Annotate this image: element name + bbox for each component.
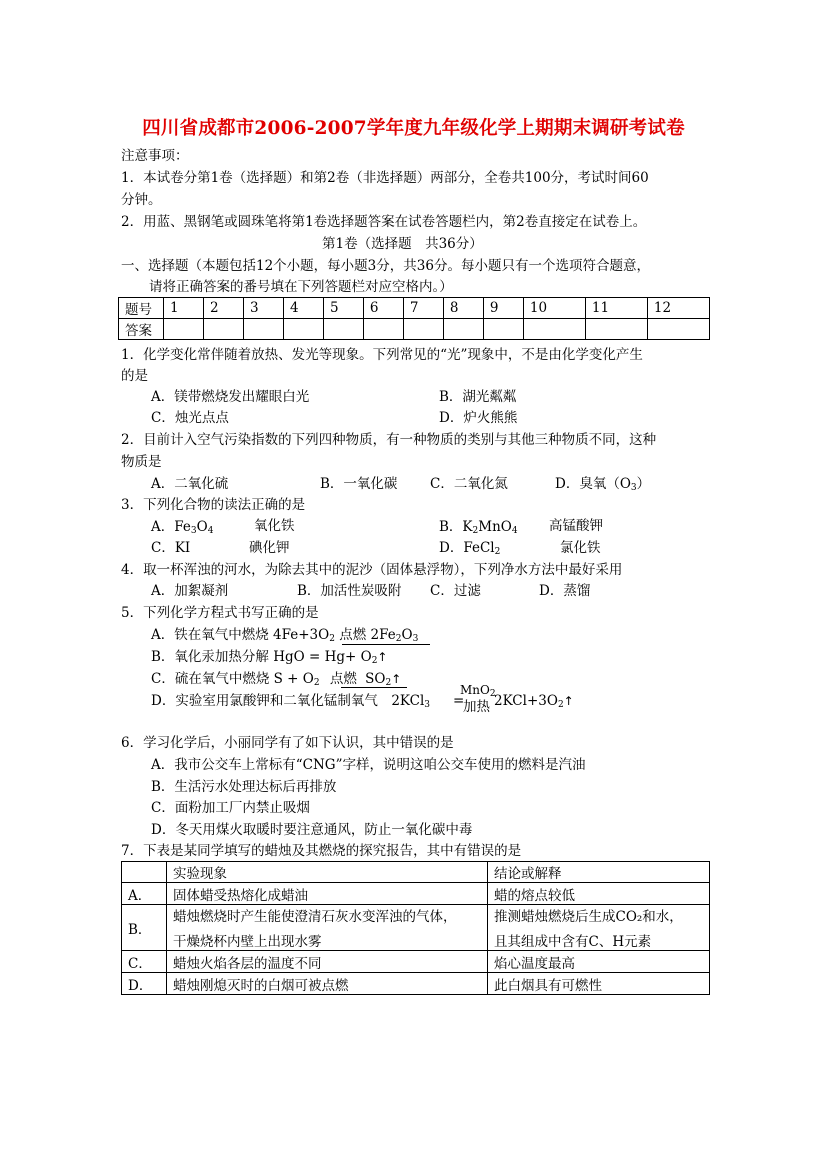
section1-line-1: 一、选择题（本题包括12个小题，每小题3分，共36分。每小题只有一个选项符合题意， — [121, 258, 650, 274]
answer-cell-3[interactable] — [243, 319, 283, 340]
notice-heading: 注意事项： — [121, 148, 189, 164]
q7-row-phenomenon: 蜡烛火焰各层的温度不同 — [167, 951, 488, 973]
q7-row-option: C． — [122, 951, 167, 973]
q6-option-d: D．冬天用煤火取暖时要注意通风，防止一氧化碳中毒 — [151, 822, 473, 838]
answer-table-number-cell: 5 — [323, 298, 363, 319]
q5-option-a-equation-line — [342, 644, 430, 645]
q2-option-b: B．一氧化碳 — [320, 476, 398, 492]
answer-table-number-cell: 2 — [203, 298, 243, 319]
answer-cell-2[interactable] — [203, 319, 243, 340]
q3-option-d-formula: D．FeCl$_2$ — [439, 540, 501, 557]
q5-option-c-equation-line — [341, 687, 407, 688]
q1-option-b: B．湖光粼粼 — [439, 389, 517, 405]
q7-row-option: B． — [122, 905, 167, 951]
answer-cell-4[interactable] — [283, 319, 323, 340]
q6-option-a: A．我市公交车上常标有“CNG”字样，说明这咱公交车使用的燃料是汽油 — [151, 757, 586, 773]
section1-line-2: 请将正确答案的番号填在下列答题栏对应空格内。） — [149, 279, 453, 295]
answer-table-number-cell: 4 — [283, 298, 323, 319]
answer-table-label-answer: 答案 — [119, 319, 164, 340]
up-arrow-icon: ↑ — [391, 672, 402, 686]
q7-row-conclusion: 蜡的熔点较低 — [488, 883, 710, 905]
q7-header-option — [122, 862, 167, 883]
q7-row-phenomenon: 蜡烛燃烧时产生能使澄清石灰水变浑浊的气体， 干燥烧杯内壁上出现水雾 — [167, 905, 488, 951]
answer-cell-8[interactable] — [443, 319, 483, 340]
q1-stem-1: 1．化学变化常伴随着放热、发光等现象。下列常见的“光”现象中，不是由化学变化产生 — [121, 347, 643, 363]
q3-option-a-formula: A．$Fe_3O_4$ — [151, 519, 214, 536]
answer-table-number-cell: 3 — [243, 298, 283, 319]
q3-option-b-formula: B．$K_2MnO_4$ — [439, 519, 518, 536]
answer-table-answer-row — [119, 319, 710, 340]
notice-line-2: 2．用蓝、黑钢笔或圆珠笔将第1卷选择题答案在试卷答题栏内，第2卷直接定在试卷上。 — [121, 214, 647, 230]
q1-option-c: C．烛光点点 — [151, 410, 229, 426]
answer-cell-10[interactable] — [523, 319, 585, 340]
q7-header-phenomenon: 实验现象 — [167, 862, 488, 883]
q5-option-d-heat: 加热 — [463, 699, 490, 715]
q5-option-d-product: $2KCl+3O_2↑$ — [494, 693, 574, 710]
answer-table-number-cell: 10 — [523, 298, 585, 319]
q3-option-d-name: 氯化铁 — [560, 540, 601, 556]
q3-option-c-formula: C．KI — [151, 540, 191, 556]
q3-option-c-name: 碘化钾 — [249, 540, 290, 556]
q6-stem: 6．学习化学后，小丽同学有了如下认识，其中错误的是 — [121, 735, 454, 751]
q7-stem: 7．下表是某同学填写的蜡烛及其燃烧的探究报告，其中有错误的是 — [121, 843, 522, 859]
q7-row-phenomenon: 蜡烛刚熄灭时的白烟可被点燃 — [167, 973, 488, 995]
q5-stem: 5．下列化学方程式书写正确的是 — [121, 605, 319, 621]
q2-option-c: C．二氧化氮 — [430, 476, 508, 492]
answer-table-number-row — [119, 298, 710, 319]
answer-table-number-cell: 12 — [647, 298, 709, 319]
answer-table-number-cell: 6 — [363, 298, 403, 319]
answer-cell-5[interactable] — [323, 319, 363, 340]
q5-option-d-equals: = — [453, 693, 465, 709]
answer-cell-9[interactable] — [483, 319, 523, 340]
table-row — [122, 883, 710, 905]
table-row — [122, 973, 710, 995]
q4-option-a: A．加絮凝剂 — [151, 583, 229, 599]
q7-row-option: A． — [122, 883, 167, 905]
q3-option-a-name: 氧化铁 — [254, 518, 295, 534]
q5-option-d-catalyst: MnO$_2$ — [460, 683, 496, 699]
q1-option-d: D．炉火熊熊 — [439, 410, 518, 426]
q7-row-phenomenon: 固体蜡受热熔化成蜡油 — [167, 883, 488, 905]
q5-option-d: D．实验室用氯酸钾和二氧化锰制氧气 2KCl$_3$ — [151, 693, 431, 710]
page-title: 四川省成都市2006-2007学年度九年级化学上期期末调研考试卷 — [142, 118, 685, 139]
table-row — [122, 905, 710, 951]
answer-table-label-number: 题号 — [119, 298, 164, 319]
q5-option-a-condition: 点燃 — [339, 627, 367, 643]
up-arrow-icon: ↑ — [563, 694, 574, 708]
q1-option-a: A．镁带燃烧发出耀眼白光 — [151, 389, 310, 405]
q5-option-a: A．铁在氧气中燃烧 $4Fe+3O_2$ 点燃 $2Fe_2O_3$ — [151, 627, 419, 644]
q7-row-conclusion: 推测蜡烛燃烧后生成CO₂和水， 且其组成中含有C、H元素 — [488, 905, 710, 951]
notice-line-1a: 1．本试卷分第1卷（选择题）和第2卷（非选择题）两部分，全卷共100分，考试时间60 — [121, 170, 649, 186]
q3-stem: 3．下列化合物的读法正确的是 — [121, 497, 306, 513]
q2-stem-2: 物质是 — [121, 454, 162, 470]
q7-table-header — [122, 862, 710, 883]
answer-cell-6[interactable] — [363, 319, 403, 340]
answer-table-number-cell: 9 — [483, 298, 523, 319]
q6-option-b: B．生活污水处理达标后再排放 — [151, 779, 337, 795]
notice-line-1b: 分钟。 — [121, 192, 162, 208]
part1-heading: 第1卷（选择题 共36分） — [322, 236, 483, 252]
answer-cell-7[interactable] — [403, 319, 443, 340]
q7-table — [121, 861, 710, 995]
q7-row-option: D． — [122, 973, 167, 995]
answer-cell-1[interactable] — [164, 319, 204, 340]
up-arrow-icon: ↑ — [377, 650, 388, 664]
q3-option-b-name: 高锰酸钾 — [549, 518, 603, 534]
q4-option-d: D．蒸馏 — [539, 583, 591, 599]
answer-table — [118, 297, 710, 340]
q4-stem: 4．取一杯浑浊的河水，为除去其中的泥沙（固体悬浮物），下列净水方法中最好采用 — [121, 562, 623, 578]
q5-option-b: B．氧化汞加热分解 HgO = $Hg+ O_2↑$ — [151, 649, 388, 666]
answer-table-number-cell: 8 — [443, 298, 483, 319]
q5-option-c-condition: 点燃 — [329, 671, 357, 687]
q1-stem-2: 的是 — [121, 368, 148, 384]
q7-row-conclusion: 此白烟具有可燃性 — [488, 973, 710, 995]
q5-option-c: C．硫在氧气中燃烧 $S + O_2$ 点燃 $SO_2↑$ — [151, 671, 402, 688]
q7-row-conclusion: 焰心温度最高 — [488, 951, 710, 973]
answer-table-number-cell: 7 — [403, 298, 443, 319]
q4-option-c: C．过滤 — [430, 583, 481, 599]
q2-option-d: D．臭氧$(O_3)$ — [555, 476, 651, 493]
answer-cell-11[interactable] — [585, 319, 647, 340]
table-row — [122, 951, 710, 973]
answer-table-number-cell: 1 — [164, 298, 204, 319]
q7-header-conclusion: 结论或解释 — [488, 862, 710, 883]
answer-cell-12[interactable] — [647, 319, 709, 340]
answer-table-number-cell: 11 — [585, 298, 647, 319]
q2-option-a: A．二氧化硫 — [151, 476, 229, 492]
q6-option-c: C．面粉加工厂内禁止吸烟 — [151, 800, 310, 816]
q2-stem-1: 2．目前计入空气污染指数的下列四种物质，有一种物质的类别与其他三种物质不同，这种 — [121, 432, 657, 448]
q4-option-b: B．加活性炭吸附 — [297, 583, 402, 599]
